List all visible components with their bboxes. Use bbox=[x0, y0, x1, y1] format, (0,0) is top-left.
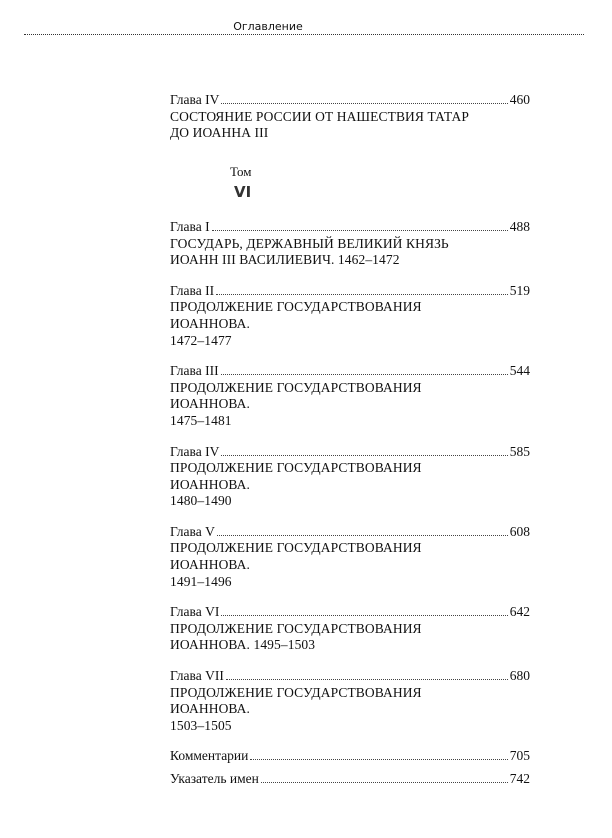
page-number: 519 bbox=[509, 282, 530, 298]
dot-leader bbox=[250, 759, 507, 760]
page-number: 544 bbox=[509, 363, 530, 379]
dot-leader bbox=[217, 535, 508, 536]
chapter-label: Глава IV bbox=[170, 92, 220, 107]
toc-entry[interactable] bbox=[170, 283, 530, 349]
page-number: 608 bbox=[509, 523, 530, 539]
chapter-title-line: ПРОДОЛЖЕНИЕ ГОСУДАРСТВОВАНИЯ bbox=[170, 620, 422, 636]
chapter-title-line: ИОАННОВА. bbox=[170, 315, 251, 331]
section-label: Комментарии bbox=[170, 748, 249, 764]
chapter-title-line: ПРОДОЛЖЕНИЕ ГОСУДАРСТВОВАНИЯ bbox=[170, 684, 422, 700]
table-of-contents bbox=[170, 92, 530, 794]
running-header: Оглавление bbox=[233, 20, 303, 33]
chapter-label: Глава VI bbox=[170, 604, 220, 620]
dot-leader bbox=[261, 782, 508, 783]
chapter-title-line: 1475–1481 bbox=[170, 412, 232, 428]
toc-entry[interactable] bbox=[170, 748, 530, 765]
dot-leader bbox=[216, 294, 508, 295]
volume-label: Том bbox=[230, 163, 252, 179]
volume-number: VI bbox=[234, 183, 252, 202]
page-number: 460 bbox=[509, 92, 530, 107]
toc-entry[interactable] bbox=[170, 92, 530, 142]
page-number: 705 bbox=[509, 748, 530, 764]
chapter-label: Глава V bbox=[170, 523, 215, 539]
chapter-title-line: ДО ИОАННА III bbox=[170, 125, 269, 141]
toc-entry[interactable] bbox=[170, 524, 530, 590]
chapter-title-line: ПРОДОЛЖЕНИЕ ГОСУДАРСТВОВАНИЯ bbox=[170, 540, 422, 556]
chapter-label: Глава IV bbox=[170, 443, 220, 459]
toc-entry[interactable] bbox=[170, 771, 530, 788]
chapter-title-line: ИОАННОВА. bbox=[170, 701, 251, 717]
dot-leader bbox=[221, 103, 507, 104]
toc-entry[interactable] bbox=[170, 363, 530, 429]
header-dotted-rule bbox=[24, 34, 584, 35]
chapter-title-line: 1503–1505 bbox=[170, 717, 232, 733]
volume-heading bbox=[230, 164, 530, 201]
page-number: 742 bbox=[509, 771, 530, 786]
page-number: 488 bbox=[509, 218, 530, 234]
dot-leader bbox=[221, 374, 508, 375]
chapter-title-line: 1480–1490 bbox=[170, 493, 232, 509]
chapter-list bbox=[170, 219, 530, 734]
chapter-title-line: ИОАННОВА. bbox=[170, 396, 251, 412]
chapter-title-line: ИОАННОВА. bbox=[170, 557, 251, 573]
chapter-title-line: СОСТОЯНИЕ РОССИИ ОТ НАШЕСТВИЯ ТАТАР bbox=[170, 108, 469, 124]
dot-leader bbox=[221, 455, 507, 456]
toc-entry[interactable] bbox=[170, 444, 530, 510]
chapter-title-line: ИОАННОВА. bbox=[170, 476, 251, 492]
chapter-label: Глава III bbox=[170, 363, 219, 379]
dot-leader bbox=[212, 230, 508, 231]
chapter-title-line: 1491–1496 bbox=[170, 573, 232, 589]
chapter-title-line: ПРОДОЛЖЕНИЕ ГОСУДАРСТВОВАНИЯ bbox=[170, 460, 422, 476]
dot-leader bbox=[221, 615, 507, 616]
toc-entry[interactable] bbox=[170, 604, 530, 654]
page-number: 680 bbox=[509, 668, 530, 684]
chapter-title-line: 1472–1477 bbox=[170, 332, 232, 348]
chapter-label: Глава VII bbox=[170, 668, 224, 684]
page-number: 585 bbox=[509, 443, 530, 459]
chapter-label: Глава II bbox=[170, 282, 215, 298]
back-matter-list bbox=[170, 748, 530, 787]
dot-leader bbox=[226, 679, 508, 680]
chapter-title-line: ИОАННОВА. 1495–1503 bbox=[170, 637, 316, 653]
chapter-label: Глава I bbox=[170, 218, 210, 234]
chapter-title-line: ИОАНН III ВАСИЛИЕВИЧ. 1462–1472 bbox=[170, 252, 400, 268]
section-label: Указатель имен bbox=[170, 771, 259, 786]
chapter-title-line: ГОСУДАРЬ, ДЕРЖАВНЫЙ ВЕЛИКИЙ КНЯЗЬ bbox=[170, 235, 449, 251]
chapter-title-line: ПРОДОЛЖЕНИЕ ГОСУДАРСТВОВАНИЯ bbox=[170, 299, 422, 315]
page-number: 642 bbox=[509, 604, 530, 620]
chapter-title-line: ПРОДОЛЖЕНИЕ ГОСУДАРСТВОВАНИЯ bbox=[170, 379, 422, 395]
toc-entry[interactable] bbox=[170, 668, 530, 734]
toc-entry[interactable] bbox=[170, 219, 530, 269]
